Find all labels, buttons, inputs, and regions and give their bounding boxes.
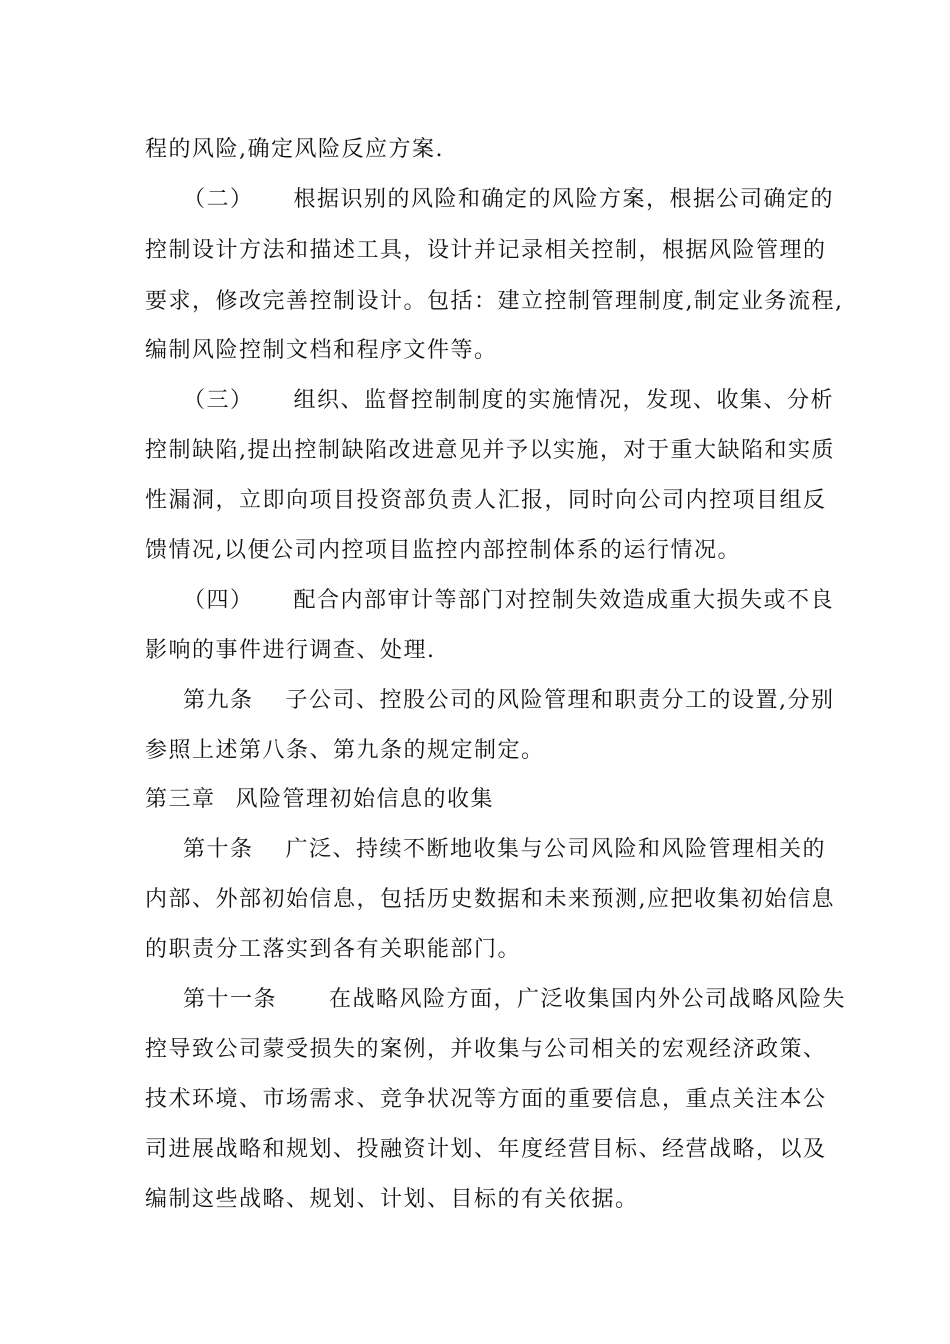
paragraph-line (145, 1035, 827, 1065)
paragraph-line (145, 736, 545, 766)
chapter-number: 第三章 (145, 787, 216, 812)
line-text: 子公司、控股公司的风险管理和职责分工的设置,分别 (285, 688, 835, 713)
line-text: 程的风险,确定风险反应方案. (145, 137, 444, 162)
line-text: 的职责分工落实到各有关职能部门。 (145, 937, 522, 962)
paragraph-line (145, 935, 521, 965)
line-text: 影响的事件进行调查、处理. (145, 638, 436, 663)
paragraph-line (145, 486, 827, 516)
line-text: 编制风险控制文档和程序文件等。 (145, 338, 498, 363)
line-text: 编制这些战略、规划、计划、目标的有关依据。 (145, 1187, 639, 1212)
line-text: 控制缺陷,提出控制缺陷改进意见并予以实施，对于重大缺陷和实质 (145, 438, 835, 463)
article-number: 第九条 (183, 688, 254, 713)
line-text: 要求，修改完善控制设计。包括：建立控制管理制度,制定业务流程, (145, 289, 844, 314)
line-text: 在战略风险方面，广泛收集国内外公司战略风险失 (329, 987, 847, 1012)
item-marker: （四） (183, 588, 254, 613)
paragraph-line (145, 636, 436, 666)
line-text: 性漏洞，立即向项目投资部负责人汇报，同时向公司内控项目组反 (145, 488, 827, 513)
item-marker: （三） (183, 388, 254, 413)
paragraph-line (183, 586, 834, 616)
line-text: 参照上述第八条、第九条的规定制定。 (145, 738, 545, 763)
line-text: 馈情况,以便公司内控项目监控内部控制体系的运行情况。 (145, 538, 741, 563)
paragraph-line (145, 336, 498, 366)
paragraph-line (145, 1185, 639, 1215)
paragraph-line (145, 436, 835, 466)
paragraph-line (183, 835, 826, 865)
line-text: 控导致公司蒙受损失的案例，并收集与公司相关的宏观经济政策、 (145, 1037, 827, 1062)
paragraph-line (183, 386, 834, 416)
chapter-title: 风险管理初始信息的收集 (235, 787, 495, 812)
chapter-heading (145, 785, 494, 815)
line-text: 根据识别的风险和确定的风险方案，根据公司确定的 (293, 187, 835, 212)
paragraph-line (145, 536, 741, 566)
line-text: 控制设计方法和描述工具，设计并记录相关控制，根据风险管理的 (145, 238, 827, 263)
line-text: 司进展战略和规划、投融资计划、年度经营目标、经营战略，以及 (145, 1137, 827, 1162)
paragraph-line (145, 885, 835, 915)
line-text: 组织、监督控制制度的实施情况，发现、收集、分析 (293, 388, 835, 413)
line-text: 广泛、持续不断地收集与公司风险和风险管理相关的 (285, 837, 827, 862)
paragraph-line (145, 1085, 827, 1115)
article-number: 第十一条 (183, 987, 278, 1012)
paragraph-line (145, 1135, 827, 1165)
paragraph-line (183, 686, 835, 716)
line-text: 内部、外部初始信息，包括历史数据和未来预测,应把收集初始信息 (145, 887, 835, 912)
paragraph-line (183, 985, 846, 1015)
paragraph-line (145, 135, 444, 165)
article-number: 第十条 (183, 837, 254, 862)
item-marker: （二） (183, 187, 254, 212)
line-text: 配合内部审计等部门对控制失效造成重大损失或不良 (293, 588, 835, 613)
paragraph-line (145, 287, 844, 317)
line-text: 技术环境、市场需求、竞争状况等方面的重要信息，重点关注本公 (145, 1087, 827, 1112)
paragraph-line (145, 236, 827, 266)
paragraph-line (183, 185, 834, 215)
